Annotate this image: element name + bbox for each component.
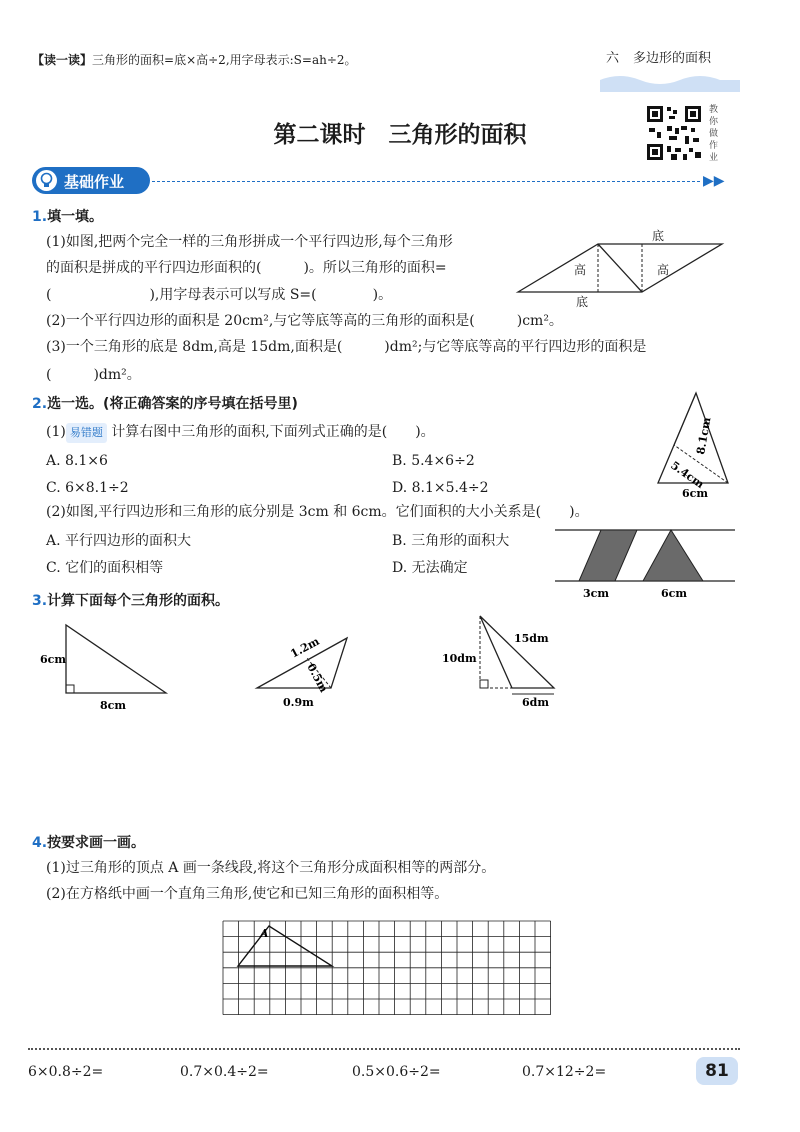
qr-char: 作 [709,141,719,151]
q2-part2-option-d[interactable]: D. 无法确定 [392,560,468,576]
q2-triangle-figure [650,385,735,500]
grid-lines [223,921,551,1015]
unit-number: 六 [606,51,620,66]
fig-label-top: 底 [652,229,665,243]
q2-number: 2. [32,396,48,412]
q2-title: 选一选。(将正确答案的序号填在括号里) [47,396,298,412]
q4-number: 4. [32,835,48,851]
t2-height-label: 0.5m [304,661,331,695]
q1-line-6: ( )dm²。 [46,367,141,383]
q1-line-1: (1)如图,把两个完全一样的三角形拼成一个平行四边形,每个三角形 [46,234,453,250]
section-banner-label: 基础作业 [64,173,125,191]
q2-part1-prefix: (1) [46,424,66,440]
q1-number: 1. [32,209,48,225]
q2-option-a[interactable]: A. 8.1×6 [46,453,108,469]
qr-char: 你 [709,117,719,127]
t3-triangle-shape [480,616,554,688]
q4-heading [32,832,145,852]
read-tag: 【读一读】 [32,53,93,67]
q3-heading [32,590,229,610]
fig-base-label: 6cm [682,487,708,500]
shaded-parallelogram [579,530,637,581]
q1-line-5: (3)一个三角形的底是 8dm,高是 15dm,面积是( )dm²;与它等底等高的平行四边形的面积是 [46,339,647,355]
shaded-triangle [643,530,703,581]
t2-base-label: 0.9m [283,696,314,709]
q1-heading [32,206,103,226]
q2-part1-stem [46,422,435,443]
t2-side-label: 1.2m [288,634,322,661]
error-prone-tag: 易错题 [66,423,107,443]
t3-base-label: 6dm [522,696,549,709]
q3-triangle-1 [36,615,176,715]
q2-part2-option-b[interactable]: B. 三角形的面积大 [392,533,510,549]
q1-title: 填一填。 [47,209,104,225]
triangle-side [674,393,696,445]
lightbulb-icon [35,169,58,192]
footer-calc-3: 0.5×0.6÷2= [352,1064,441,1080]
unit-title: 多边形的面积 [633,51,712,66]
q2-heading [32,393,298,413]
right-angle-mark [66,685,74,693]
q2-option-b[interactable]: B. 5.4×6÷2 [392,453,475,469]
q2-shaded-shapes-figure [555,524,735,602]
q1-line-4: (2)一个平行四边形的面积是 20cm²,与它等底等高的三角形的面积是( )cm²。 [46,313,563,329]
q4-line-1: (1)过三角形的顶点 A 画一条线段,将这个三角形分成面积相等的两部分。 [46,860,496,876]
q4-line-2: (2)在方格纸中画一个直角三角形,使它和已知三角形的面积相等。 [46,886,449,902]
q3-title: 计算下面每个三角形的面积。 [47,593,230,609]
q2-part1-text: 计算右图中三角形的面积,下面列式正确的是( )。 [111,424,435,440]
qr-char: 业 [709,153,719,163]
page-number: 81 [696,1057,738,1085]
qr-char: 教 [709,105,719,115]
q2-part2-stem: (2)如图,平行四边形和三角形的底分别是 3cm 和 6cm。它们面积的大小关系是( )。 [46,504,589,520]
fig-label-right: 高 [657,263,670,277]
t3-side-label: 15dm [514,632,549,645]
footer-calc-1: 6×0.8÷2= [28,1064,104,1080]
page-title: 第二课时 三角形的面积 [273,122,527,148]
q3-triangle-2 [245,628,365,710]
double-arrow-icon: ▶▶ [703,173,725,189]
qr-char: 做 [709,129,719,139]
t3-height-label: 10dm [442,652,477,665]
header-wave-decoration [600,70,740,92]
footer-divider [28,1048,740,1050]
q1-parallelogram-figure [510,228,730,308]
fig-side-label: 8.1cm [694,416,714,456]
parallelogram-diagonal [598,244,642,292]
read-text: 三角形的面积=底×高÷2,用字母表示:S=ah÷2。 [92,53,357,67]
parallelogram-base-label: 3cm [583,587,609,600]
footer-calc-2: 0.7×0.4÷2= [180,1064,269,1080]
section-divider [152,181,700,182]
t1-height-label: 6cm [40,653,66,666]
footer-calc-4: 0.7×12÷2= [522,1064,607,1080]
q1-line-2: 的面积是拼成的平行四边形面积的( )。所以三角形的面积= [46,260,447,276]
qr-side-text [709,104,723,164]
vertex-a-label: A [260,927,269,940]
t1-base-label: 8cm [100,699,126,712]
triangle-base-label: 6cm [661,587,687,600]
q4-grid-paper[interactable] [222,920,552,1016]
q1-line-3: ( ),用字母表示可以写成 S=( )。 [46,287,393,303]
q4-title: 按要求画一画。 [47,835,146,851]
right-triangle-shape [66,625,166,693]
t3-right-angle-mark [480,680,488,688]
q2-part2-option-a[interactable]: A. 平行四边形的面积大 [46,533,192,549]
q2-part2-option-c[interactable]: C. 它们的面积相等 [46,560,164,576]
read-tip [32,50,357,70]
q2-option-d[interactable]: D. 8.1×5.4÷2 [392,480,489,496]
section-banner [32,167,150,194]
q3-number: 3. [32,593,48,609]
qr-code[interactable] [645,104,703,162]
unit-header [606,47,711,66]
fig-label-bottom: 底 [576,295,589,308]
q3-triangle-3 [440,608,570,713]
fig-height-label: 5.4cm [668,458,707,491]
fig-label-left: 高 [574,263,587,277]
q2-option-c[interactable]: C. 6×8.1÷2 [46,480,129,496]
